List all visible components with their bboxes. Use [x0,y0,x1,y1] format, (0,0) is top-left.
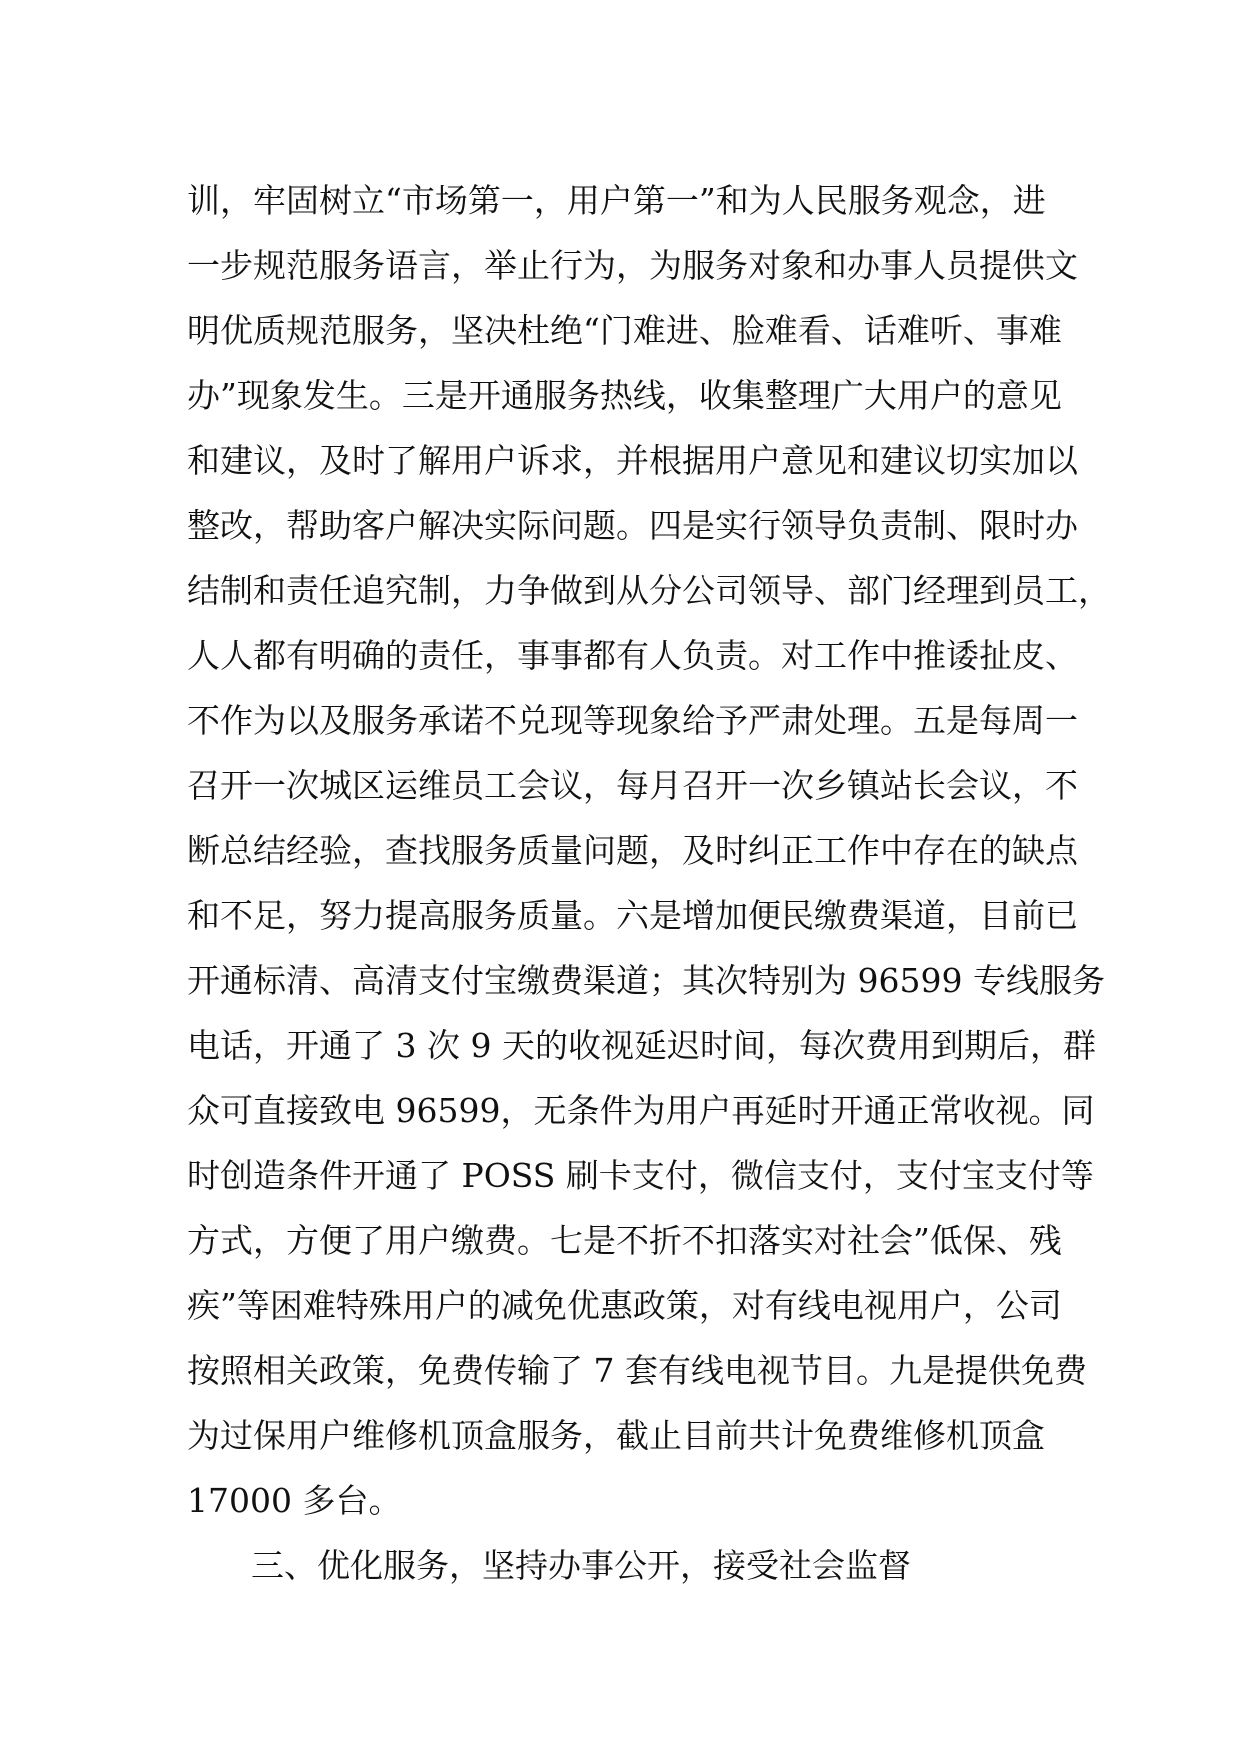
paragraph-line: 时创造条件开通了 POSS 刷卡支付，微信支付，支付宝支付等 [187,1156,1094,1195]
paragraph-line: 整改，帮助客户解决实际问题。四是实行领导负责制、限时办 [187,506,1078,545]
paragraph-line: 办”现象发生。三是开通服务热线，收集整理广大用户的意见 [187,376,1062,415]
paragraph-line: 不作为以及服务承诺不兑现等现象给予严肃处理。五是每周一 [187,701,1078,740]
paragraph-line: 开通标清、高清支付宝缴费渠道；其次特别为 96599 专线服务 [187,961,1105,1000]
paragraph-line: 和不足，努力提高服务质量。六是增加便民缴费渠道，目前已 [187,896,1078,935]
paragraph-line: 和建议，及时了解用户诉求，并根据用户意见和建议切实加以 [187,441,1078,480]
paragraph-line: 召开一次城区运维员工会议，每月召开一次乡镇站长会议，不 [187,766,1078,805]
section-heading: 三、优化服务，坚持办事公开，接受社会监督 [251,1546,911,1585]
paragraph-line: 人人都有明确的责任，事事都有人负责。对工作中推诿扯皮、 [187,636,1078,675]
paragraph-line: 结制和责任追究制，力争做到从分公司领导、部门经理到员工， [187,571,1111,610]
paragraph-line: 按照相关政策，免费传输了 7 套有线电视节目。九是提供免费 [187,1351,1087,1390]
paragraph-line: 明优质规范服务，坚决杜绝“门难进、脸难看、话难听、事难 [187,311,1062,350]
paragraph-line: 疾”等困难特殊用户的减免优惠政策，对有线电视用户，公司 [187,1286,1062,1325]
paragraph-line: 众可直接致电 96599，无条件为用户再延时开通正常收视。同 [187,1091,1095,1130]
paragraph-line: 方式，方便了用户缴费。七是不折不扣落实对社会”低保、残 [187,1221,1062,1260]
paragraph-line: 断总结经验，查找服务质量问题，及时纠正工作中存在的缺点 [187,831,1078,870]
paragraph-line: 为过保用户维修机顶盒服务，截止目前共计免费维修机顶盒 [187,1416,1045,1455]
paragraph-line: 一步规范服务语言，举止行为，为服务对象和办事人员提供文 [187,246,1078,285]
body-text [187,168,1111,1598]
paragraph-line: 电话，开通了 3 次 9 天的收视延迟时间，每次费用到期后，群 [187,1026,1096,1065]
paragraph-line: 17000 多台。 [187,1481,402,1520]
paragraph-line: 训，牢固树立“市场第一，用户第一”和为人民服务观念，进 [187,181,1046,220]
